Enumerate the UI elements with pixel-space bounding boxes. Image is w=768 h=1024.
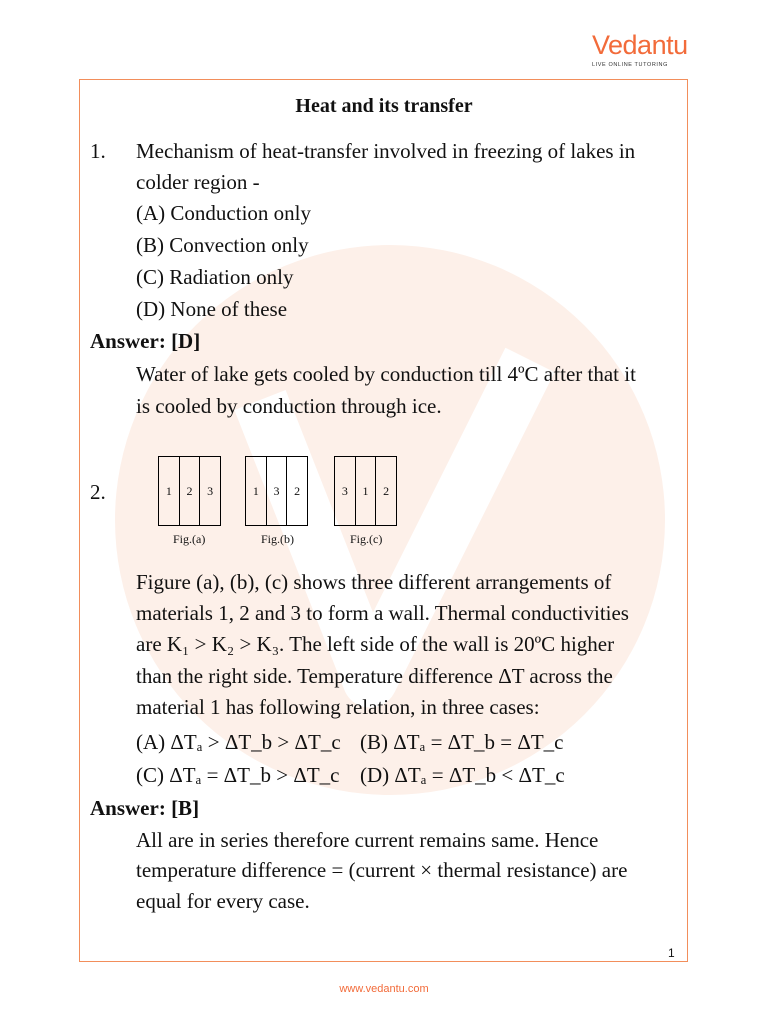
figure-c-wall: [334, 456, 397, 526]
question-2-option-c: (C) ΔTₐ = ΔT_b > ΔT_c: [136, 763, 340, 787]
question-2-explanation-line-3: equal for every case.: [136, 889, 310, 913]
question-1-option-c: (C) Radiation only: [136, 265, 294, 289]
question-1-text-line-1: Mechanism of heat-transfer involved in freezing of lakes in: [136, 139, 636, 163]
question-1-explanation-line-2: is cooled by conduction through ice.: [136, 394, 442, 418]
figure-c-layer-1: 3: [335, 457, 356, 525]
page-title: Heat and its transfer: [295, 95, 473, 117]
question-1-explanation-line-1: Water of lake gets cooled by conduction till 4ºC after that it: [136, 362, 636, 386]
page-number: 1: [668, 946, 675, 960]
question-2-text-line-4: than the right side. Temperature difference ΔT across the: [136, 664, 613, 688]
logo-wordmark: Vedantu: [592, 30, 688, 60]
question-2-text-line-3: are K₁ > K₂ > K₃. The left side of the wall is 20ºC higher: [136, 632, 615, 656]
figure-c-layer-3: 2: [383, 483, 390, 498]
question-1-answer: Answer: [D]: [90, 329, 201, 353]
figure-a-wall: [158, 456, 221, 526]
question-1-option-d: (D) None of these: [136, 297, 288, 321]
question-2-option-a: (A) ΔTₐ > ΔT_b > ΔT_c: [136, 730, 341, 754]
question-1-option-a: (A) Conduction only: [136, 201, 311, 225]
vedantu-logo: [592, 30, 688, 75]
logo-tagline: LIVE ONLINE TUTORING: [592, 62, 668, 68]
figure-a-layer-1: 1: [159, 457, 180, 525]
figure-a-layer-2: 2: [180, 457, 201, 525]
question-1-text-line-2: colder region -: [136, 170, 260, 194]
question-2-explanation-line-2: temperature difference = (current × thermal resistance) are: [136, 858, 628, 882]
figure-b-layer-1: 1: [246, 457, 267, 525]
figure-b-wall: [245, 456, 308, 526]
question-2-explanation-line-1: All are in series therefore current remains same. Hence: [136, 828, 599, 852]
question-2-text-line-2: materials 1, 2 and 3 to form a wall. Thermal conductivities: [136, 601, 629, 625]
figure-b-layer-2: 3: [267, 457, 288, 525]
figure-c-layer-2: 1: [356, 457, 377, 525]
figure-b-layer-3: 2: [294, 483, 301, 498]
question-2-answer: Answer: [B]: [90, 796, 200, 820]
figure-a-label: Fig.(a): [173, 532, 206, 546]
question-2-option-d: (D) ΔTₐ = ΔT_b < ΔT_c: [360, 763, 565, 787]
figure-b-label: Fig.(b): [261, 532, 294, 546]
question-2-number: 2.: [90, 480, 106, 504]
question-1-number: 1.: [90, 139, 106, 163]
figure-c-label: Fig.(c): [350, 532, 383, 546]
footer-website-link[interactable]: www.vedantu.com: [339, 983, 429, 995]
figure-a-layer-3: 3: [207, 483, 214, 498]
question-2-text-line-5: material 1 has following relation, in three cases:: [136, 695, 540, 719]
question-1-option-b: (B) Convection only: [136, 233, 309, 257]
question-2-text-line-1: Figure (a), (b), (c) shows three different arrangements of: [136, 570, 612, 594]
question-2-option-b: (B) ΔTₐ = ΔT_b = ΔT_c: [360, 730, 564, 754]
